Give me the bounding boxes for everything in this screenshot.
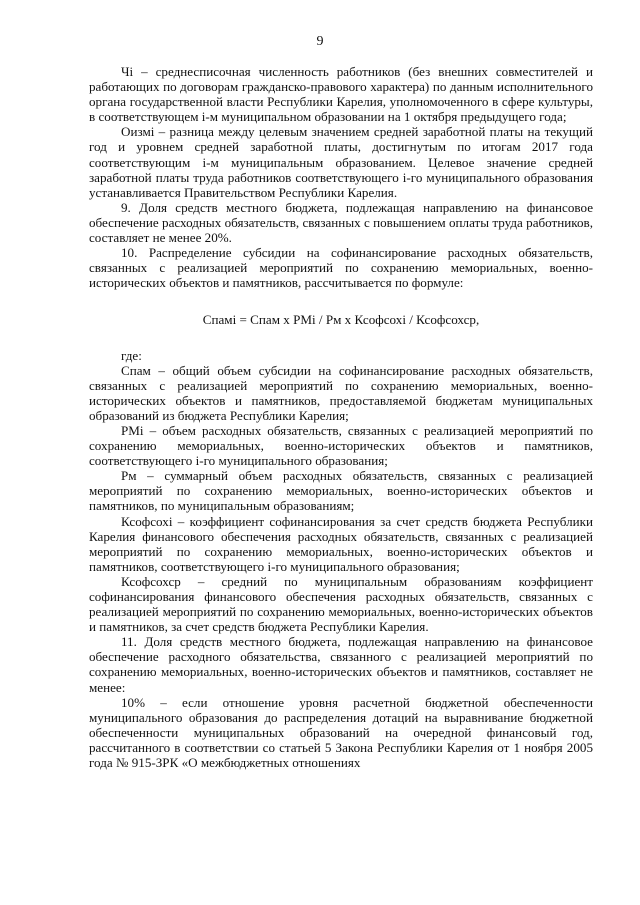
definition-rmi: РМi – объем расходных обязательств, связанных с реализацией мероприятий по сохранению мемориальных, военно-исторических объектов и памятников, соответствующего i-го муниципального образования; <box>89 422 593 469</box>
paragraph-9: 9. Доля средств местного бюджета, подлежащая направлению на финансовое обеспечение расходных обязательств, связанных с повышением оплаты труда работников, составляет не менее 20%. <box>89 199 593 246</box>
paragraph-10-percent: 10% – если отношение уровня расчетной бюджетной обеспеченности муниципального образования до распределения дотаций на выравнивание бюджетной обеспеченности муниципальных образований на очередной финансовый год, рассчитанного в соответствии со статьей 5 Закона Республики Карелия от 1 ноября 2005 года № 915-ЗРК «О межбюджетных отношениях <box>89 694 593 771</box>
paragraph-10: 10. Распределение субсидии на софинансирование расходных обязательств, связанных с реализацией мероприятий по сохранению мемориальных, военно-исторических объектов и памятников, рассчитывается по формуле: <box>89 245 593 291</box>
page-number: 9 <box>316 34 324 49</box>
document-body <box>89 64 593 770</box>
definition-ksofsokhsr: Ксофсохср – средний по муниципальным образованиям коэффициент софинансирования финансового обеспечения расходных обязательств, связанных с реализацией мероприятий по сохранению мемориальных, военно-исторических объектов и памятников, за счет средств бюджета Республики Карелия. <box>89 573 593 635</box>
formula: Спамi = Спам х РМi / Рм х Ксофсохi / Ксофсохср, <box>202 312 480 328</box>
definition-spam: Спам – общий объем субсидии на софинансирование расходных обязательств, связанных с реализацией мероприятий по сохранению мемориальных, военно-исторических объектов и памятников, предоставляемой бюджетам муниципальных образований из бюджета Республики Карелия; <box>89 362 593 423</box>
where-label: где: <box>121 347 142 363</box>
definition-rm: Рм – суммарный объем расходных обязательств, связанных с реализацией мероприятий по сохранению мемориальных, военно-исторических объектов и памятников, по муниципальным образованиям; <box>89 468 593 514</box>
paragraph-11: 11. Доля средств местного бюджета, подлежащая направлению на финансовое обеспечение расходного обязательства, связанного с реализацией мероприятий по сохранению мемориальных, военно-исторических объектов и памятников, составляет не менее: <box>89 634 593 695</box>
paragraph-oizm: Оизмi – разница между целевым значением средней заработной платы на текущий год и уровнем средней заработной платы, достигнутым по итогам 2017 года соответствующим i-м муниципальным образованием. Целевое значение средней заработной платы труда работников соответствующего i-го муниципального образования устанавливается Правительством Республики Карелия. <box>89 124 593 200</box>
paragraph-chi: Чi – среднесписочная численность работников (без внешних совместителей и работающих по договорам гражданско-правового характера) по данным исполнительного органа государственной власти Республики Карелия, уполномоченного в сфере культуры, в соответствующем i-м муниципальном образовании на 1 октября предыдущего года; <box>89 64 593 125</box>
definition-ksofsokhi: Ксофсохi – коэффициент софинансирования за счет средств бюджета Республики Карелия финансового обеспечения расходных обязательств, связанных с реализацией мероприятий по сохранению мемориальных, военно-исторических объектов и памятников, соответствующего i-го муниципального образования; <box>89 513 593 574</box>
